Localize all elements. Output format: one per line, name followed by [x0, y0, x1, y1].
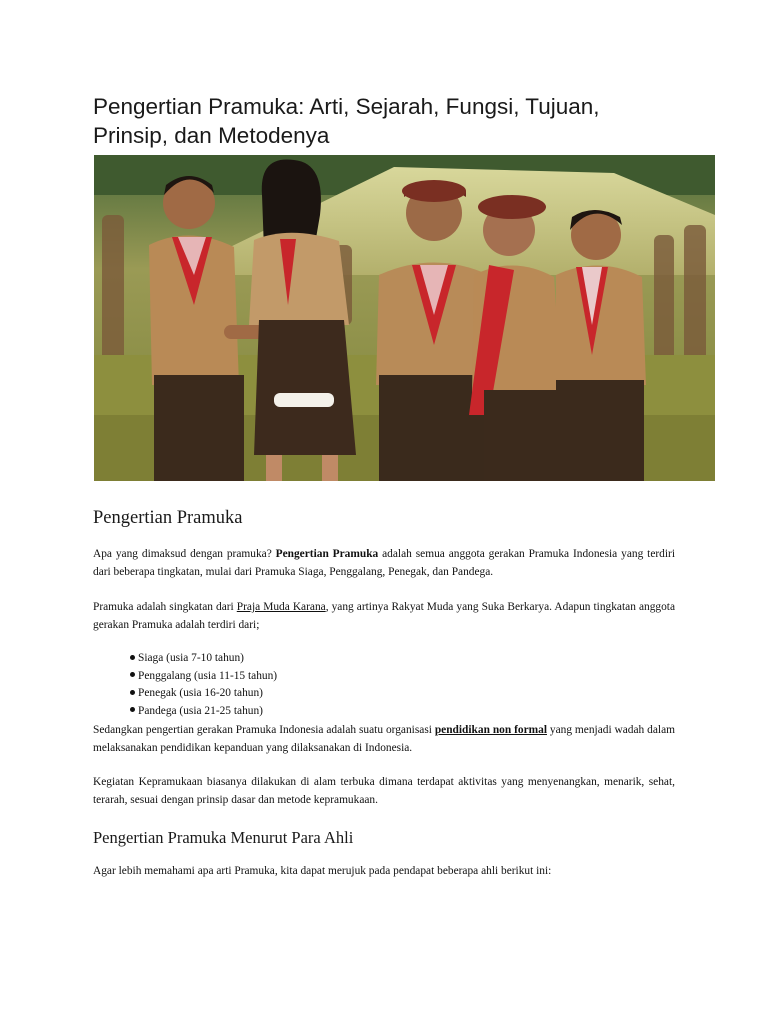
list-item: [130, 703, 277, 721]
section-heading-para-ahli: Pengertian Pramuka Menurut Para Ahli: [93, 828, 354, 847]
article-title: Pengertian Pramuka: Arti, Sejarah, Fungsi, Tujuan, Prinsip, dan Metodenya: [93, 94, 600, 148]
level-label: Penggalang (usia 11-15 tahun): [138, 669, 278, 682]
paragraph-intro-lead: Apa yang dimaksud dengan pramuka?: [93, 548, 276, 560]
paragraph-intro-bold: Pengertian Pramuka: [275, 548, 379, 560]
bullet-icon: [130, 655, 135, 660]
scout-photo-illustration: [94, 155, 715, 481]
levels-list: [130, 650, 277, 720]
hero-image: [94, 155, 715, 481]
paragraph-organization: [93, 721, 675, 757]
paragraph-abbreviation: [93, 598, 675, 634]
paragraph-intro-rest: adalah semua anggota gerakan Pramuka Indonesia yang terdiri dari beberapa tingkatan, mulai dari Pramuka Siaga, Penggalang, Penegak, dan Pandega.: [93, 548, 675, 578]
bullet-icon: [130, 672, 135, 677]
paragraph-intro: [93, 545, 675, 581]
list-item: [130, 668, 277, 686]
level-label: Pandega (usia 21-25 tahun): [138, 704, 263, 717]
paragraph-organization-lead: Sedangkan pengertian gerakan Pramuka Indonesia adalah suatu organisasi: [93, 724, 435, 736]
paragraph-abbreviation-lead: Pramuka adalah singkatan dari: [93, 601, 237, 613]
level-label: Penegak (usia 16-20 tahun): [138, 687, 263, 699]
section-heading-pengertian: Pengertian Pramuka: [93, 508, 243, 528]
bullet-icon: [130, 707, 135, 712]
paragraph-abbreviation-rest: , yang artinya Rakyat Muda yang Suka Berkarya. Adapun tingkatan anggota gerakan Pramuka adalah terdiri dari;: [93, 601, 676, 631]
paragraph-experts-intro: Agar lebih memahami apa arti Pramuka, kita dapat merujuk pada pendapat beberapa ahli berikut ini:: [93, 865, 552, 877]
paragraph-activities: Kegiatan Kepramukaan biasanya dilakukan di alam terbuka dimana terdapat aktivitas yang menyenangkan, menarik, sehat, terarah, sesuai dengan prinsip dasar dan metode kepramukaan.: [93, 776, 675, 806]
level-label: Siaga (usia 7-10 tahun): [138, 652, 244, 664]
bullet-icon: [130, 690, 135, 695]
praja-muda-karana-link[interactable]: Praja Muda Karana: [236, 601, 326, 613]
paragraph-organization-rest: yang menjadi wadah dalam melaksanakan pendidikan kepanduan yang dilaksanakan di Indonesia.: [93, 724, 675, 754]
list-item: [130, 685, 277, 703]
pendidikan-non-formal-link[interactable]: pendidikan non formal: [434, 724, 547, 736]
list-item: [130, 650, 277, 668]
